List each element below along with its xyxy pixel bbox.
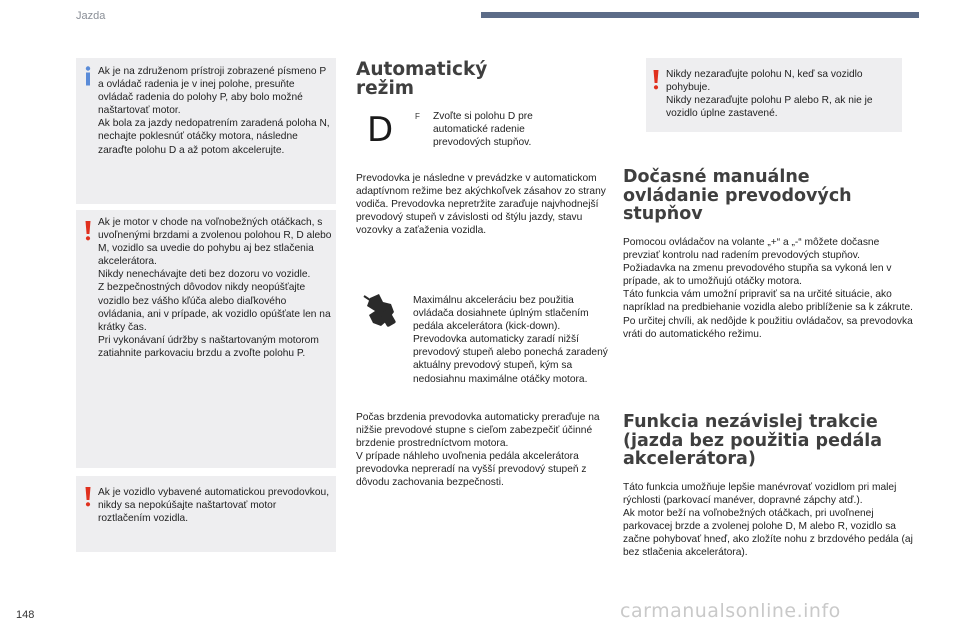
section-title: Jazda <box>76 10 106 22</box>
warning-note-text: Nikdy nezaraďujte polohu N, keď sa vozidlo pohybuje. Nikdy nezaraďujte polohu P alebo R, ak nie je vozidlo úplne zastavené. <box>666 69 873 120</box>
heading-manual-control: Dočasné manuálne ovládanie prevodových stupňov <box>623 167 852 224</box>
info-note-box <box>76 58 336 204</box>
paragraph-automatic-2: Počas brzdenia prevodovka automaticky preraďuje na nižšie prevodové stupne s cieľom zabezpečiť účinné brzdenie prostredníctvom motora. V prípade náhleho uvoľnenia pedála akcelerátora prevodovka nepreradí na vyšší prevodový stupeň z dôvodu zachovania bezpečnosti. <box>356 412 600 489</box>
page-number: 148 <box>16 609 35 621</box>
warning-icon <box>85 221 91 241</box>
warning-note-text: Ak je vozidlo vybavené automatickou prevodovkou, nikdy sa nepokúšajte naštartovať motor roztlačením vozidla. <box>98 487 330 525</box>
warning-note-text: Ak je motor v chode na voľnobežných otáčkach, s uvoľnenými brzdami a zvolenou polohou R, D alebo M, vozidlo sa uvedie do pohybu aj bez stlačenia akcelerátora. Nikdy nenechávajte deti bez dozoru vo vozidle. Z bezpečnostných dôvodov nikdy neopúšťajte vozidlo bez vášho kľúča alebo diaľkového ovládania, ani v prípade, ak vozidlo opúšťate len na krátky čas. Pri vykonávaní údržby s naštartovaným motorom zatiahnite parkovaciu brzdu a zvoľte polohu P. <box>98 217 332 359</box>
warning-note-box <box>76 476 336 552</box>
heading-independent-traction: Funkcia nezávislej trakcie (jazda bez použitia pedála akcelerátora) <box>623 412 883 469</box>
header-bar <box>481 12 919 18</box>
watermark: carmanualsonline.info <box>620 600 841 622</box>
instruction-text: Zvoľte si polohu D pre automatické radenie prevodových stupňov. <box>433 111 533 149</box>
bullet-arrow: F <box>415 112 420 121</box>
info-icon <box>83 66 93 86</box>
warning-icon <box>653 70 659 90</box>
paragraph-manual-control: Pomocou ovládačov na volante „+“ a „-“ môžete dočasne prevziať kontrolu nad radením prevodových stupňov. Požiadavka na zmenu prevodového stupňa sa vykoná len v prípade, ak to umožňujú otáčky motora. Táto funkcia vám umožní pripraviť sa na určité situácie, ako napríklad na predbiehanie vozidla alebo priblíženie sa k zákrute. Po určitej chvíli, ak nedôjde k použitiu ovládačov, sa prevodovka vráti do automatického režimu. <box>623 237 913 340</box>
paragraph-automatic-1: Prevodovka je následne v prevádzke v automatickom adaptívnom režime bez akýchkoľvek zásahov zo strany vodiča. Prevodovka nepretržite zaraďuje najvhodnejší prevodový stupeň v závislosti od štýlu jazdy, stavu vozovky a zaťaženia vozidla. <box>356 173 606 237</box>
warning-note-box <box>646 58 902 132</box>
info-note-text: Ak je na združenom prístroji zobrazené písmeno P a ovládač radenia je v inej polohe, presuňte ovládač radenia do polohy P, aby bolo možné naštartovať motor. Ak bola za jazdy nedopatrením zaradená poloha N, nechajte poklesnúť otáčky motora, následne zaraďte polohu D a až potom akcelerujte. <box>98 66 330 156</box>
heading-automatic-mode: Automatický režim <box>356 59 488 99</box>
gear-d-symbol: D <box>367 110 394 150</box>
foot-pedal-icon <box>360 290 402 330</box>
kickdown-text: Maximálnu akceleráciu bez použitia ovládača dosiahnete úplným stlačením pedála akcelerátora (kick-down). Prevodovka automaticky zaradí nižší prevodový stupeň alebo ponechá zaradený aktuálny prevodový stupeň, kým sa nedosiahnu maximálne otáčky motora. <box>413 295 608 385</box>
warning-icon <box>85 487 91 507</box>
paragraph-independent-traction: Táto funkcia umožňuje lepšie manévrovať vozidlom pri malej rýchlosti (parkovací manéver, dopravné zápchy atď.). Ak motor beží na voľnobežných otáčkach, pri uvoľnenej parkovacej brzde a zvolenej polohe D, M alebo R, vozidlo sa začne pohybovať hneď, ako zložíte nohu z brzdového pedála (aj bez stlačenia akcelerátora). <box>623 482 913 559</box>
warning-note-box <box>76 210 336 468</box>
